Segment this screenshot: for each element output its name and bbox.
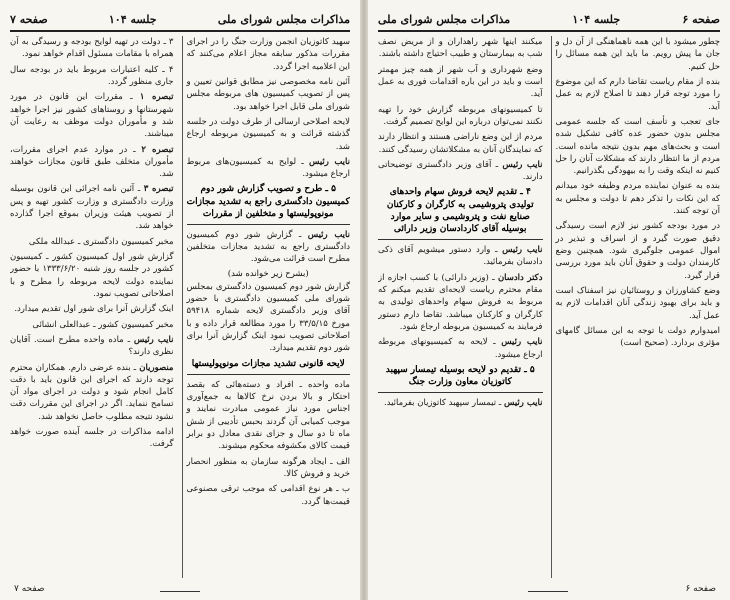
section-title: ۵ ـ تقدیم دو لایحه بوسیله تیمسار سپهبد کاتوزیان معاون وزارت جنگ <box>385 364 535 387</box>
speaker-paragraph: منصوریان ـ بنده عرضی دارم. همکاران محترم توجه دارند که اجرای این قانون باید با دقت کامل انجام شود و دولت در اجرای مواد آن تسامح ننماید. اگر در اجرای این مقررات دقت نشود نتیجه مطلوب حاصل نخواهد شد. <box>10 362 174 422</box>
speaker-name: تبصره ۱ <box>139 92 174 103</box>
section-title: ۵ ـ طرح و تصویب گزارش شور دوم کمیسیون دادگستری راجع به تشدید مجازات مونوپولیستها و متخلفین از مقررات <box>186 184 350 219</box>
speaker-paragraph: نایب رئیس ـ ماده واحده مطرح است. آقایان نظری دارند؟ <box>10 334 174 358</box>
body-paragraph: ب ـ هر نوع اقدامی که موجب ترقی مصنوعی قیمت‌ها گردد. <box>186 484 350 507</box>
header-right: صفحه ۶ <box>682 12 720 26</box>
body-paragraph: سهید کاتوزیان انجمن وزارت جنگ را در اجرای مقررات مذکور سابقه مجاز اعلام می‌کنند که این اعلامیه اجرا گردد. <box>186 37 350 72</box>
body-paragraph: میکنند اینها شهر راهداران و از مریض نصف شب به بیمارستان و طبیب احتیاج داشته باشند. <box>378 37 543 60</box>
speaker-text: آقای وزیر دادگستری توضیحاتی دارند. <box>378 159 543 183</box>
section-divider <box>187 224 351 225</box>
speaker-name: نایب رئیس <box>309 156 350 167</box>
section-title: ۴ ـ تقدیم لایحه فروش سهام واحدهای تولیدی پتروشیمی به کارگران و کارکنان صنایع نفت و پتروشیمی و سایر موارد بوسیله آقای کاردادسان وزیر دارائی <box>386 187 534 234</box>
header-right: مذاکرات مجلس شورای ملی <box>217 12 350 26</box>
header-left: صفحه ۷ <box>10 12 48 26</box>
body-paragraph: چطور میشود با این همه ناهماهنگی از آن دل و جان ما پیش رویم. ما باید این همه مسائل را حل کنیم. <box>555 37 720 72</box>
body-paragraph: امیدوارم دولت با توجه به این مسائل گامهای مؤثری بردارد. (صحیح است) <box>555 325 720 349</box>
speaker-text: (وزیر دارائی) با کسب اجازه از مقام محترم ریاست لایحه‌ای تقدیم میکنم که مربوط به فروش سهام واحدهای تولیدی به کارگران و کارکنان میباشد. تقاضا دارم دستور فرمایند به کمیسیون مربوطه ارجاع شود. <box>378 272 543 332</box>
section-divider <box>378 239 543 240</box>
speaker-name: نایب رئیس <box>502 159 543 170</box>
header-left: مذاکرات مجلس شورای ملی <box>378 12 511 26</box>
left-page-columns <box>10 36 350 578</box>
speaker-name: نایب رئیس <box>502 245 543 255</box>
page-number: صفحه ۶ <box>685 584 716 594</box>
speaker-paragraph: نایب رئیس ـ تیمسار سپهبد کاتوزیان بفرمائید. <box>383 398 543 409</box>
speaker-text: ماده واحده مطرح است. آقایان نظری دارند؟ <box>10 334 174 358</box>
body-paragraph: لایحه اصلاحی ارسالی از طرف دولت در جلسه گذشته قرائت و به کمیسیون مربوطه ارجاع شد. <box>186 116 350 152</box>
body-paragraph: آئین نامه مخصوصی نیز مطابق قوانین تعیین و پس از تصویب کمیسیون های مربوطه مجلس شورای ملی قابل اجرا خواهد بود. <box>186 76 350 112</box>
body-paragraph: جای تعجب و تأسف است که جلسه عمومی مجلس بدون حضور عده کافی تشکیل شده است و بحث‌های مهم بدون نتیجه مانده است. مردم از ما انتظار دارند که مشکلات آنان را حل کنیم نه اینکه وقت را به بیهودگی بگذرانیم. <box>555 116 720 177</box>
section-title: لایحه قانونی تشدید مجازات مونوپولیستها <box>191 358 345 369</box>
speaker-paragraph: نایب رئیس ـ وارد دستور میشویم آقای ذکی دادسان بفرمائید. <box>378 245 543 268</box>
body-paragraph: ۳ ـ دولت در تهیه لوایح بودجه و رسیدگی به آن همراه با مقامات مسئول اقدام خواهد نمود. <box>10 37 174 60</box>
left-page-right-column <box>182 36 351 578</box>
book-gutter <box>360 0 368 600</box>
body-paragraph: مخبر کمیسیون دادگستری ـ عبدالله ملکی <box>28 236 174 247</box>
speaker-text: گزارش شور دوم کمیسیون دادگستری راجع به تشدید مجازات متخلفین مطرح است قرائت می‌شود. <box>186 229 350 265</box>
body-paragraph: بنده به عنوان نماینده مردم وظیفه خود میدانم که این نکات را تذکر دهم تا دولت و مجلس به آن توجه کنند. <box>555 181 720 217</box>
speaker-text: وارد دستور میشویم آقای ذکی دادسان بفرمائید. <box>378 245 543 268</box>
speaker-name: نایب رئیس <box>307 229 350 240</box>
speaker-text: لایحه به کمیسیونهای مربوطه ارجاع میشود. <box>378 337 543 360</box>
left-page <box>0 0 360 600</box>
speaker-text: مقررات این قانون در مورد شهرستانها و روستاهای کشور نیز اجرا خواهد شد و مأموران دولت موظف به رعایت آن میباشند. <box>10 92 174 140</box>
body-paragraph: ۴ ـ کلیه اعتبارات مربوط باید در بودجه سال جاری منظور گردد. <box>10 64 174 87</box>
body-paragraph: ادامه مذاکرات در جلسه آینده صورت خواهد گرفت. <box>10 427 174 450</box>
right-page <box>368 0 730 600</box>
speaker-name: نایب رئیس <box>133 334 174 345</box>
right-page-right-column <box>551 36 721 578</box>
footer-rule <box>528 591 568 592</box>
speaker-name: نایب رئیس <box>504 398 543 409</box>
speaker-paragraph: نایب رئیس ـ لایحه به کمیسیونهای مربوطه ارجاع میشود. <box>378 337 543 360</box>
speaker-text: لوایح به کمیسیون‌های مربوط ارجاع میشود. <box>186 156 350 180</box>
speaker-paragraph: تبصره ۲ ـ در موارد عدم اجرای مقررات، مأموران متخلف طبق قانون مجازات خواهند شد. <box>10 144 174 180</box>
speaker-paragraph: نایب رئیس ـ آقای وزیر دادگستری توضیحاتی دارند. <box>378 159 543 183</box>
speaker-paragraph: دکتر دادسان ـ (وزیر دارائی) با کسب اجازه از مقام محترم ریاست لایحه‌ای تقدیم میکنم که مربوط به فروش سهام واحدهای تولیدی به کارگران و کارکنان میباشد. تقاضا دارم دستور فرمایند به کمیسیون مربوطه ارجاع شود. <box>378 272 543 332</box>
right-page-columns <box>378 36 720 578</box>
header-center: جلسه ۱۰۴ <box>572 12 621 26</box>
speaker-name: نایب رئیس <box>501 337 543 348</box>
body-paragraph: وضع شهرداری و آب شهر از همه چیز مهمتر است و باید در این باره اقدامات فوری به عمل آید. <box>378 64 543 100</box>
body-paragraph: ماده واحده ـ افراد و دسته‌هائی که بقصد احتکار و بالا بردن نرخ کالاها به جمع‌آوری اجناس مورد نیاز عمومی مبادرت نمایند و موجب کمیابی آن گردند بحبس تأدیبی از شش ماه تا دو سال و جزای نقدی معادل دو برابر قیمت کالای مکشوفه محکوم میشوند. <box>186 379 350 452</box>
body-paragraph: تا کمیسیونهای مربوطه گزارش خود را تهیه نکنند نمی‌توان درباره این لوایح تصمیم گرفت. <box>378 104 543 127</box>
speaker-text: در موارد عدم اجرای مقررات، مأموران متخلف طبق قانون مجازات خواهند شد. <box>10 144 174 180</box>
speaker-text: آئین نامه اجرائی این قانون بوسیله وزارت دادگستری و وزارت کشور تهیه و پس از تصویب هیئت وزیران بموقع اجرا گذارده خواهد شد. <box>10 184 174 232</box>
right-page-left-column <box>378 36 543 578</box>
speaker-text: بنده عرضی دارم. همکاران محترم توجه دارند که اجرای این قانون باید با دقت کامل انجام شود و دولت در اجرای مواد آن تسامح ننماید. اگر در اجرای این مقررات دقت نشود نتیجه مطلوب حاصل نخواهد شد. <box>10 362 174 422</box>
page-number: صفحه ۷ <box>14 584 45 594</box>
body-paragraph: گزارش شور دوم کمیسیون دادگستری بمجلس شورای ملی کمیسیون دادگستری با حضور آقای وزیر دادگستری لایحه شماره ۵۹۴۱۸ مورخ ۳۳/۵/۱۵ را مورد مطالعه قرار داده و با اصلاحاتی تصویب نمود اینک گزارش آنرا برای شور دوم تقدیم میدارد. <box>186 281 350 354</box>
speaker-name: دکتر دادسان <box>497 272 543 283</box>
speaker-text: تیمسار سپهبد کاتوزیان بفرمائید. <box>383 398 497 409</box>
right-page-header <box>378 8 720 32</box>
body-paragraph: گزارش شور اول کمیسیون کشور ـ کمیسیون کشور در جلسه روز شنبه ۱۳۳۳/۶/۲۰ با حضور نماینده دولت لایحه مربوطه را مطرح و با اصلاحاتی تصویب نمود. <box>10 252 174 299</box>
section-divider <box>378 392 543 393</box>
body-paragraph: بنده از مقام ریاست تقاضا دارم که این موضوع را مورد توجه قرار دهند تا اصلاح لازم به عمل آید. <box>555 76 720 112</box>
section-divider <box>187 374 351 375</box>
footer-rule <box>160 591 200 592</box>
body-paragraph: الف ـ ایجاد هرگونه سازمان به منظور انحصار خرید و فروش کالا. <box>186 456 350 479</box>
speaker-name: منصوریان <box>139 362 174 373</box>
left-page-left-column <box>10 36 174 578</box>
speaker-paragraph: تبصره ۱ ـ مقررات این قانون در مورد شهرستانها و روستاهای کشور نیز اجرا خواهد شد و مأموران دولت موظف به رعایت آن میباشند. <box>10 92 174 140</box>
parenthetical-note: (بشرح زیر خوانده شد) <box>227 268 309 279</box>
body-paragraph: اینک گزارش آنرا برای شور اول تقدیم میدارد. <box>14 304 174 315</box>
header-center: جلسه ۱۰۴ <box>108 12 157 26</box>
speaker-paragraph: نایب رئیس ـ لوایح به کمیسیون‌های مربوط ارجاع میشود. <box>186 156 350 180</box>
speaker-paragraph: نایب رئیس ـ گزارش شور دوم کمیسیون دادگستری راجع به تشدید مجازات متخلفین مطرح است قرائت می‌شود. <box>186 229 350 265</box>
left-page-header <box>10 8 350 32</box>
body-paragraph: در مورد بودجه کشور نیز لازم است رسیدگی دقیق صورت گیرد و از اسراف و تبذیر در اموال عمومی جلوگیری شود. همچنین وضع کارمندان دولت و حقوق آنان باید مورد بررسی قرار گیرد. <box>555 221 720 281</box>
body-paragraph: مخبر کمیسیون کشور ـ عبدالعلی انشائی <box>32 319 174 330</box>
body-paragraph: وضع کشاورزان و روستائیان نیز اسفناک است و باید برای بهبود زندگی آنان اقدامات لازم به عمل آید. <box>555 285 720 321</box>
speaker-name: تبصره ۲ <box>141 144 174 155</box>
body-paragraph: مردم از این وضع ناراضی هستند و انتظار دارند که نمایندگان آنان به مشکلاتشان رسیدگی کنند. <box>378 132 543 155</box>
speaker-paragraph: تبصره ۳ ـ آئین نامه اجرائی این قانون بوسیله وزارت دادگستری و وزارت کشور تهیه و پس از تصویب هیئت وزیران بموقع اجرا گذارده خواهد شد. <box>10 184 174 232</box>
speaker-name: تبصره ۳ <box>143 184 174 195</box>
